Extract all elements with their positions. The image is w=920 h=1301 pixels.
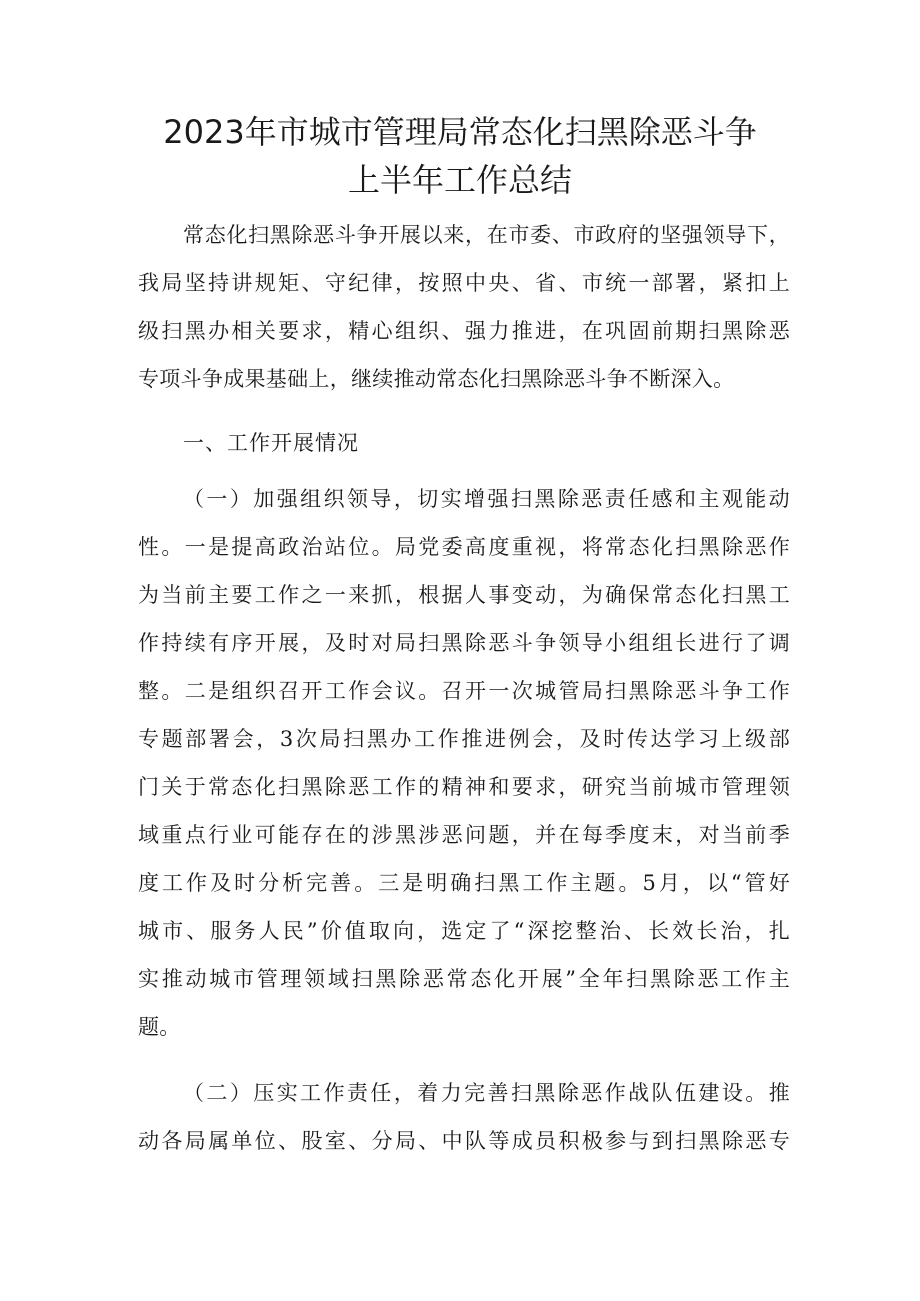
paragraph-line: 性。一是提高政治站位。局党委高度重视，将常态化扫黑除恶作 <box>138 535 790 559</box>
paragraph-line: 度工作及时分析完善。三是明确扫黑工作主题。5月，以“管好 <box>138 871 790 895</box>
intro-line: 级扫黑办相关要求，精心组织、强力推进，在巩固前期扫黑除恶 <box>138 319 790 343</box>
document-title-line-1: 2023年市城市管理局常态化扫黑除恶斗争 <box>163 113 757 151</box>
paragraph-line: （二）压实工作责任，着力完善扫黑除恶作战队伍建设。推 <box>183 1081 790 1105</box>
paragraph-line: 整。二是组织召开工作会议。召开一次城管局扫黑除恶斗争工作 <box>138 679 790 703</box>
paragraph-line: 域重点行业可能存在的涉黑涉恶问题，并在每季度末，对当前季 <box>138 823 790 847</box>
paragraph-line: 动各局属单位、股室、分局、中队等成员积极参与到扫黑除恶专 <box>138 1129 790 1153</box>
paragraph-line: 题。 <box>138 1015 181 1039</box>
paragraph-line: 专题部署会，3次局扫黑办工作推进例会，及时传达学习上级部 <box>138 727 790 751</box>
intro-line: 常态化扫黑除恶斗争开展以来，在市委、市政府的坚强领导下， <box>183 223 790 247</box>
document-title-line-2: 上半年工作总结 <box>347 161 572 199</box>
paragraph-line: 城市、服务人民”价值取向，选定了“深挖整治、长效长治，扎 <box>138 919 790 943</box>
paragraph-line: 作持续有序开展，及时对局扫黑除恶斗争领导小组组长进行了调 <box>138 631 790 655</box>
intro-line: 我局坚持讲规矩、守纪律，按照中央、省、市统一部署，紧扣上 <box>138 271 790 295</box>
paragraph-line: 门关于常态化扫黑除恶工作的精神和要求，研究当前城市管理领 <box>138 775 790 799</box>
paragraph-line: 为当前主要工作之一来抓，根据人事变动，为确保常态化扫黑工 <box>138 583 790 607</box>
paragraph-line: （一）加强组织领导，切实增强扫黑除恶责任感和主观能动 <box>183 487 790 511</box>
paragraph-line: 实推动城市管理领域扫黑除恶常态化开展”全年扫黑除恶工作主 <box>138 967 790 991</box>
intro-line: 专项斗争成果基础上，继续推动常态化扫黑除恶斗争不断深入。 <box>138 367 735 391</box>
section-heading: 一、工作开展情况 <box>183 431 359 455</box>
